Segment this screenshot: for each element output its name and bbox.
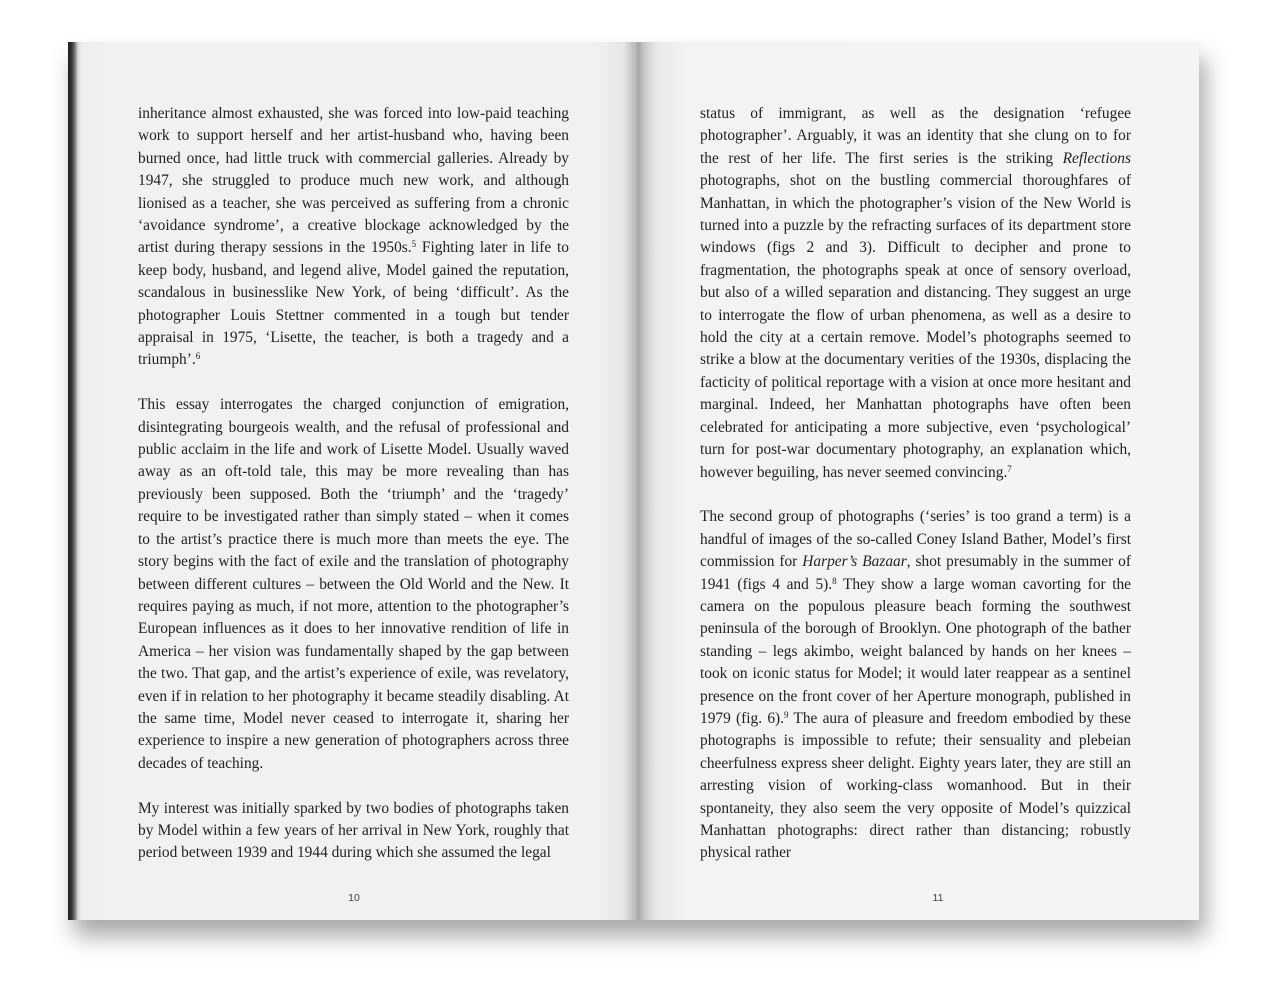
text-run: The aura of pleasure and freedom embodied by these photographs is impossible to refute; their sensuality and plebeian cheerfulness express sheer delight. Eighty years later, they are still an arresting vision of working-class womanhood. But in their spontaneity, they also seem the very opposite of Model’s quizzical Manhattan photographs: direct rather than distancing; robustly physical rather <box>700 709 1131 862</box>
right-page-text <box>700 103 1131 887</box>
footnote-ref: 5 <box>411 239 417 250</box>
page-number-right: 11 <box>932 892 944 904</box>
page-number-left: 10 <box>348 892 360 904</box>
left-page <box>68 42 638 920</box>
right-paragraph-2 <box>700 506 1131 865</box>
text-run: My interest was initially sparked by two bodies of photographs taken by Model within a few years of her arrival in New York, roughly that period between 1939 and 1944 during which she assumed the legal <box>138 799 569 862</box>
text-run: photographs, shot on the bustling commercial thoroughfares of Manhattan, in which the photographer’s vision of the New World is turned into a puzzle by the refracting surfaces of its department store windows (figs 2 and 3). Difficult to decipher and prone to fragmentation, the photographs speak at once of sensory overload, but also of a willed separation and distancing. They suggest an urge to interrogate the flow of urban phenomena, as well as a desire to hold the city at a certain remove. Model’s photographs seemed to strike a blow at the documentary verities of the 1930s, displacing the facticity of political reportage with a vision at once more hesitant and marginal. Indeed, her Manhattan photographs have often been celebrated for anticipating a more subjective, even ‘psychological’ turn for post-war documentary photography, an explanation which, however beguiling, has never seemed convincing. <box>700 172 1131 481</box>
right-page <box>638 42 1199 920</box>
footnote-ref: 9 <box>783 709 789 720</box>
footnote-ref: 6 <box>195 351 201 362</box>
text-run: They show a large woman cavorting for the camera on the populous pleasure beach forming the southwest peninsula of the borough of Brooklyn. One photograph of the bather standing – legs akimbo, weight balanced by hands on her knees – took on iconic status for Model; it would later reappear as a sentinel presence on the front cover of her Aperture monograph, published in 1979 (fig. 6). <box>700 575 1131 727</box>
footnote-ref: 8 <box>832 575 837 586</box>
left-paragraph-2 <box>138 394 569 775</box>
text-run: status of immigrant, as well as the designation ‘refugee photographer’. Arguably, it was an identity that she clung on to for the rest of her life. The first series is the striking <box>700 105 1131 167</box>
footnote-ref: 7 <box>1007 463 1012 474</box>
text-run: , shot presumably in the summer of 1941 (figs 4 and 5). <box>700 553 1131 593</box>
text-run: inheritance almost exhausted, she was forced into low-paid teaching work to support herself and her artist-husband who, having been burned once, had little truck with commercial galleries. Already by 1947, she struggled to produce much new work, and although lionised as a teacher, she was perceived as suffering from a chronic ‘avoidance syndrome’, a creative blockage acknowledged by the artist during therapy sessions in the 1950s. <box>138 105 569 257</box>
left-page-text <box>138 103 569 887</box>
text-run: The second group of photographs (‘series’ is too grand a term) is a handful of images of the so-called Coney Island Bather, Model’s first commission for <box>700 508 1131 571</box>
right-paragraph-1 <box>700 103 1131 484</box>
left-paragraph-1 <box>138 103 569 372</box>
open-book <box>68 42 1199 920</box>
text-run: Fighting later in life to keep body, husband, and legend alive, Model gained the reputation, scandalous in businesslike New York, of being ‘difficult’. As the photographer Louis Stettner commented in a tough but tender appraisal in 1975, ‘Lisette, the teacher, is both a tragedy and a triumph’. <box>138 239 569 369</box>
italic-title: Harper’s Bazaar <box>802 553 907 571</box>
italic-title: Reflections <box>1062 149 1131 167</box>
text-run: This essay interrogates the charged conjunction of emigration, disintegrating bourgeois wealth, and the refusal of professional and public acclaim in the life and work of Lisette Model. Usually waved away as an oft-told tale, this may be more revealing than has previously been supposed. Both the ‘triumph’ and the ‘tragedy’ require to be investigated rather than simply stated – when it comes to the artist’s practice there is much more than meets the eye. The story begins with the fact of exile and the translation of photography between different cultures – between the Old World and the New. It requires paying as much, if not more, attention to the photographer’s European influences as it does to her innovative rendition of life in America – her vision was fundamentally shaped by the gap between the two. That gap, and the artist’s experience of exile, was revelatory, even if in relation to her photography it became steadily disabling. At the same time, Model never ceased to interrogate it, sharing her experience to inspire a new generation of photographers across three decades of teaching. <box>138 396 569 772</box>
left-paragraph-3 <box>138 798 569 865</box>
